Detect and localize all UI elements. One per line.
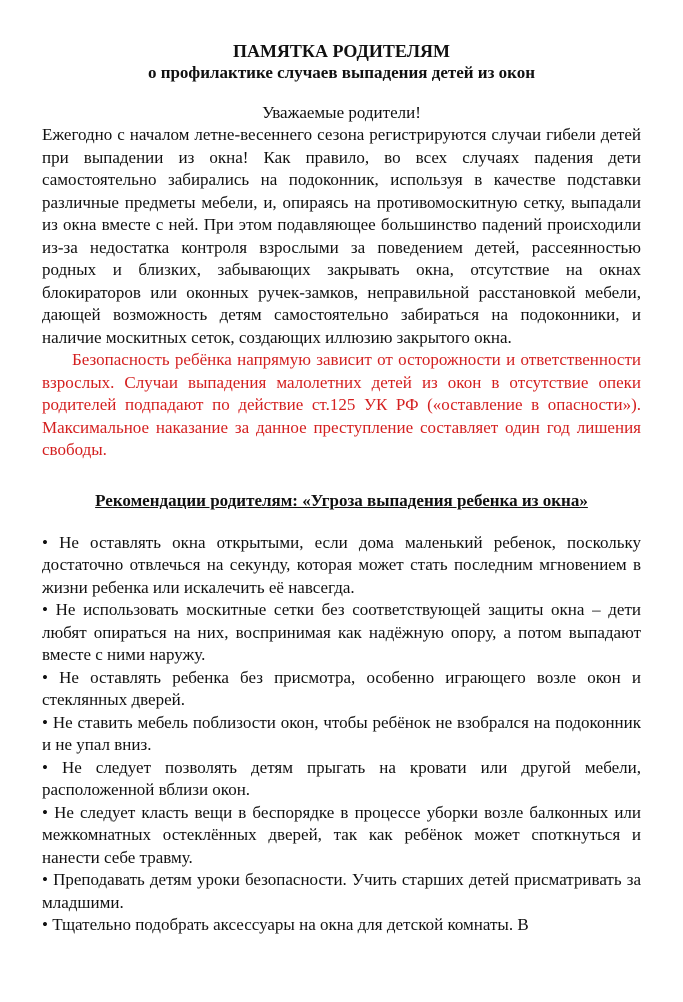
list-item: • Преподавать детям уроки безопасности. Учить старших детей присматривать за младшими. xyxy=(42,870,641,912)
intro-paragraph: Ежегодно с началом летне-весеннего сезона регистрируются случаи гибели детей при выпадении из окна! Как правило, во всех случаях падения дети самостоятельно забирались на подоконник, используя в качестве подставки различные предметы мебели, и, опираясь на противомоскитную сетку, выпадали из окна вместе с ней. При этом подавляющее большинство падений происходили из-за недостатка контроля взрослыми за поведением детей, рассеянностью родных и близких, забывающих закрывать окна, отсутствие на окнах блокираторов или оконных ручек-замков, неправильной расстановкой мебели, дающей возможность детям самостоятельно забираться на подоконники, и наличие москитных сеток, создающих иллюзию закрытого окна. xyxy=(42,125,641,347)
list-item: • Не использовать москитные сетки без соответствующей защиты окна – дети любят опираться на них, воспринимая как надёжную опору, а потом выпадают вместе с ними наружу. xyxy=(42,600,641,664)
warning-paragraph: Безопасность ребёнка напрямую зависит от осторожности и ответственности взрослых. Случаи выпадения малолетних детей из окон в отсутствие опеки родителей подпадают по действие ст.125 УК РФ («оставление в опасности»). Максимальное наказание за данное преступление составляет один год лишения свободы. xyxy=(42,350,641,459)
list-item: • Не оставлять ребенка без присмотра, особенно играющего возле окон и стеклянных дверей. xyxy=(42,667,641,709)
greeting: Уважаемые родители! xyxy=(262,103,421,122)
document-subtitle: о профилактике случаев выпадения детей из окон xyxy=(147,63,536,82)
list-item: • Не следует класть вещи в беспорядке в процессе уборки возле балконных или межкомнатных остеклённых дверей, так как ребёнок может споткнуться и нанести себе травму. xyxy=(42,802,641,867)
list-item: • Тщательно подобрать аксессуары на окна для детской комнаты. В xyxy=(42,915,529,934)
list-item: • Не следует позволять детям прыгать на кровати или другой мебели, расположенной вблизи окон. xyxy=(42,757,641,799)
document-title: ПАМЯТКА РОДИТЕЛЯМ xyxy=(232,41,451,61)
list-item: • Не ставить мебель поблизости окон, чтобы ребёнок не взобрался на подоконник и не упал вниз. xyxy=(42,712,641,754)
recommendations-heading: Рекомендации родителям: «Угроза выпадения ребенка из окна» xyxy=(95,490,588,510)
list-item: • Не оставлять окна открытыми, если дома маленький ребенок, поскольку достаточно отвлечься на секунду, которая может стать последним мгновением в жизни ребенка или искалечить её навсегда. xyxy=(42,532,641,597)
recommendations-list xyxy=(42,532,641,937)
